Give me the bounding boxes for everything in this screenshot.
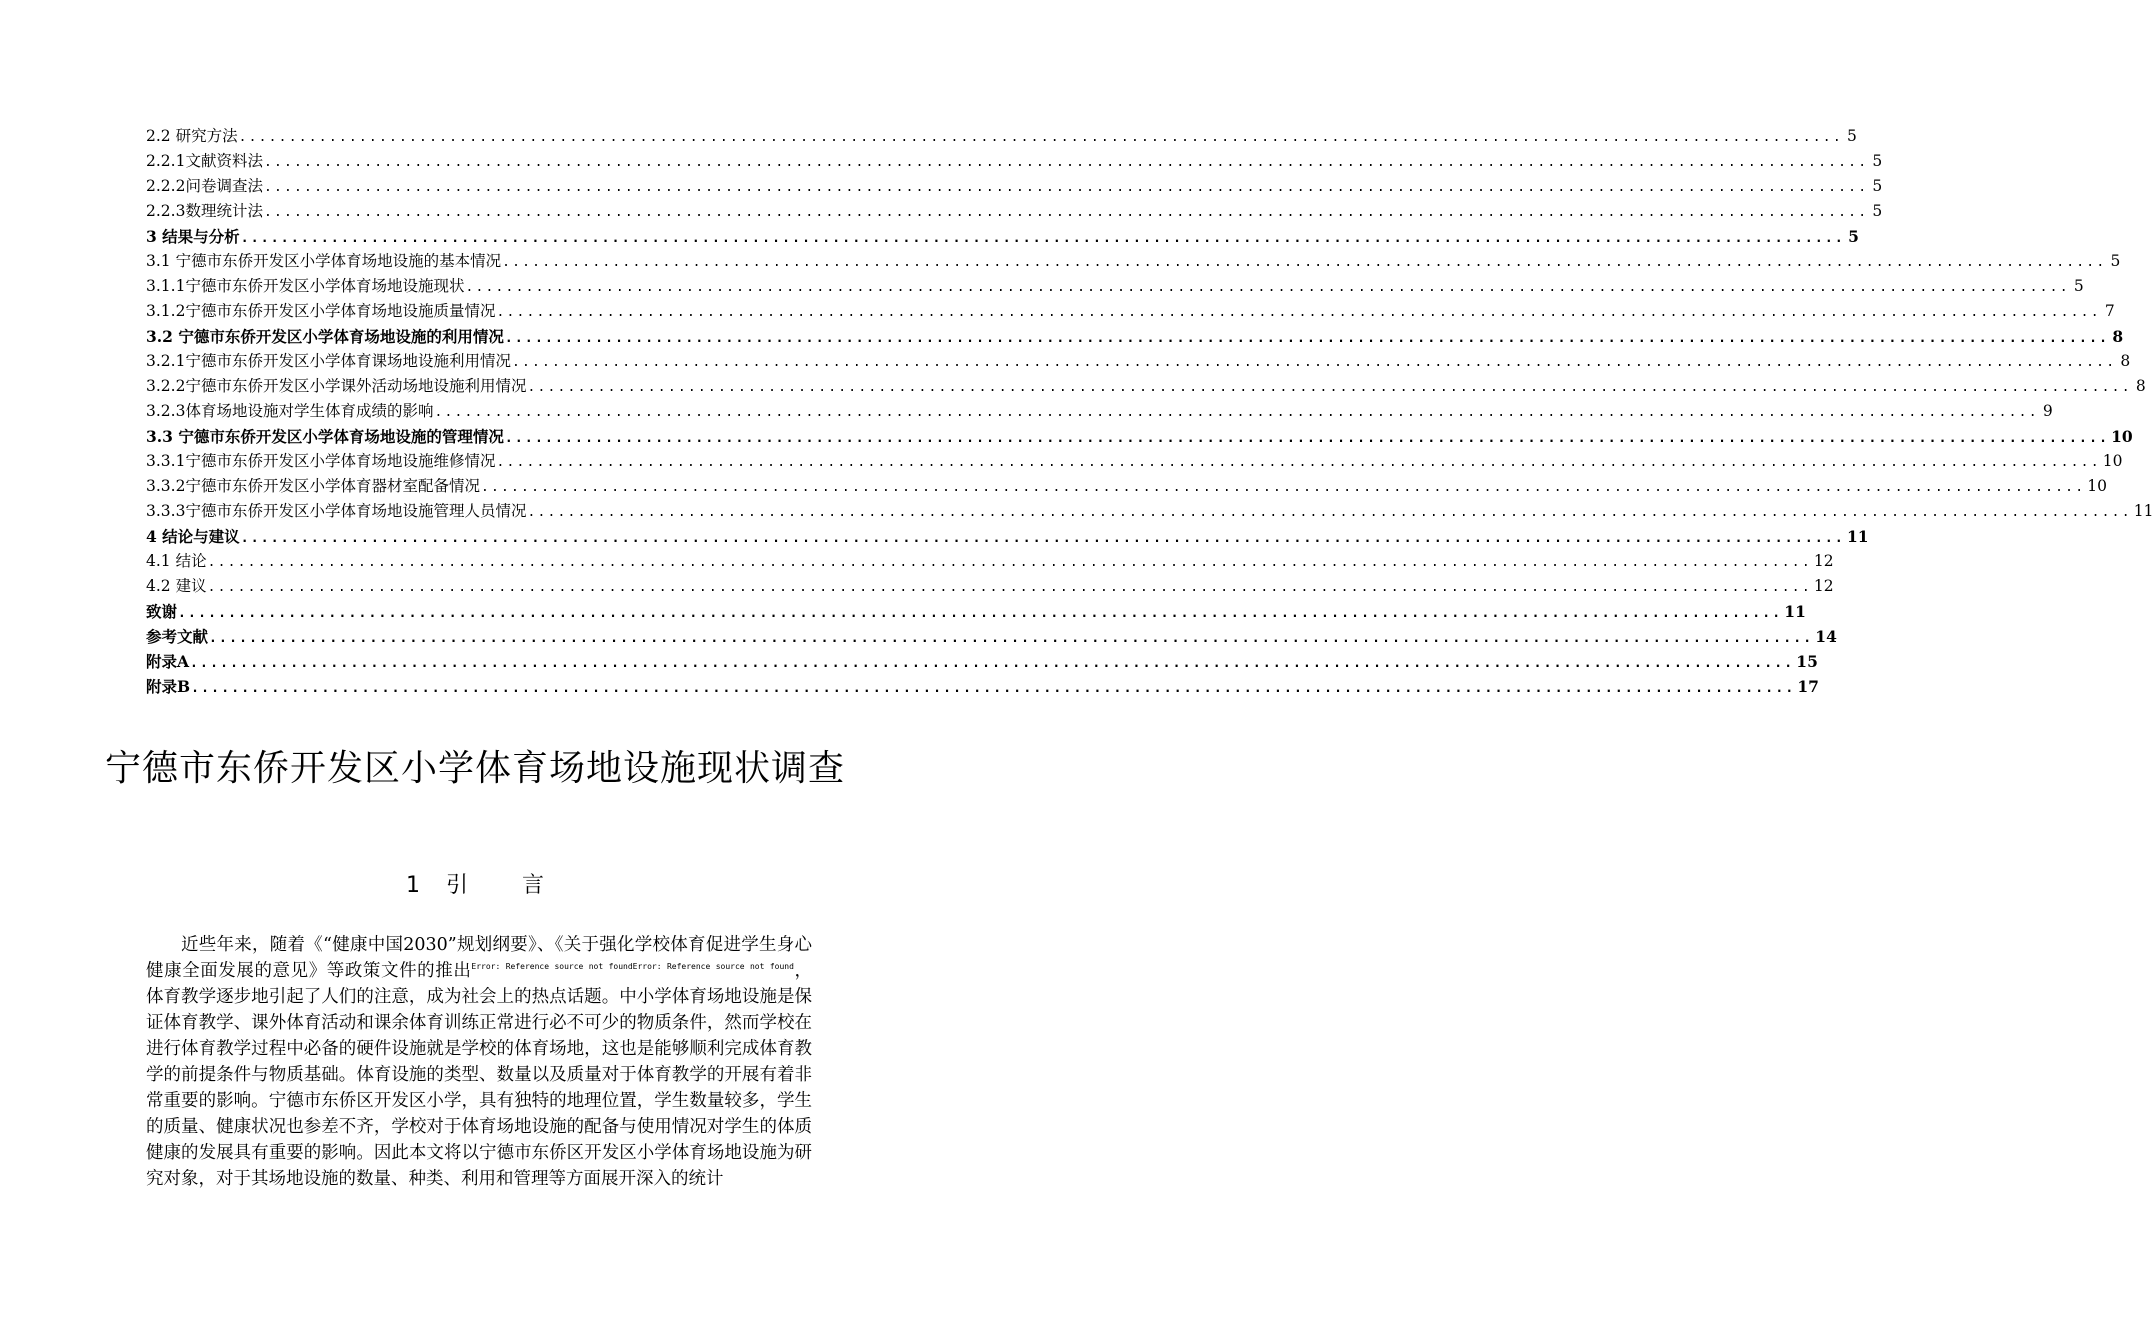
toc-entry-title: 参考文献 [146, 627, 209, 646]
toc-entry-title: 2.2 研究方法 [146, 127, 238, 145]
paragraph-rest: ，体育教学逐步地引起了人们的注意，成为社会上的热点话题。中小学体育场地设施是保证体育教学、课外体育活动和课余体育训练正常进行必不可少的物质条件，然而学校在进行体育教学过程中必备的硬件设施就是学校的体育场地，这也是能够顺利完成体育教学的前提条件与物质基础。体育设施的类型、数量以及质量对于体育教学的开展有着非常重要的影响。宁德市东侨区开发区小学，具有独特的地理位置，学生数量较多，学生的质量、健康状况也参差不齐，学校对于体育场地设施的配备与使用情况对学生的体质健康的发展具有重要的影响。因此本文将以宁德市东侨区开发区小学体育场地设施为研究对象，对于其场地设施的数量、种类、利用和管理等方面展开深入的统计 [146, 961, 812, 1189]
toc-leader-dots: ................................................................................................................................................................ [238, 130, 1843, 145]
toc-entry-page: 8 [2135, 377, 2146, 395]
toc-entry[interactable] [146, 524, 1869, 549]
toc-entry-page: 8 [2112, 327, 2124, 346]
toc-entry-title: 4.1 结论 [146, 552, 207, 570]
toc-entry[interactable] [146, 474, 2107, 499]
toc-entry-page: 11 [2133, 502, 2153, 520]
toc-entry-title: 3.3.2宁德市东侨开发区小学体育器材室配备情况 [146, 477, 480, 495]
reference-error-note: Error: Reference source not foundError: Reference source not found [471, 962, 794, 972]
toc-entry-page: 5 [2073, 277, 2084, 295]
toc-leader-dots: ................................................................................................................................................................ [240, 231, 1845, 246]
toc-entry-page: 14 [1815, 627, 1837, 646]
toc-entry[interactable] [146, 174, 1883, 199]
toc-entry-title: 3.3.1宁德市东侨开发区小学体育场地设施维修情况 [146, 452, 496, 470]
toc-entry-page: 5 [1846, 127, 1857, 145]
section-title-part2: 言 [522, 873, 545, 898]
toc-leader-dots: ................................................................................................................................................................ [209, 631, 1814, 646]
section-title-part1: 引 [445, 873, 468, 898]
toc-entry-page: 8 [2120, 352, 2131, 370]
toc-leader-dots: ................................................................................................................................................................ [527, 505, 2132, 520]
toc-entry-page: 5 [1848, 227, 1859, 246]
toc-leader-dots: ................................................................................................................................................................ [527, 380, 2132, 395]
toc-entry-title: 3.2.3体育场地设施对学生体育成绩的影响 [146, 402, 434, 420]
toc-entry-title: 2.2.1文献资料法 [146, 152, 263, 170]
toc-leader-dots: ................................................................................................................................................................ [480, 480, 2086, 495]
intro-paragraph [146, 932, 812, 1192]
toc-entry-page: 5 [1872, 202, 1883, 220]
toc-entry[interactable] [146, 199, 1883, 224]
toc-leader-dots: ................................................................................................................................................................ [207, 555, 1812, 570]
toc-leader-dots: ................................................................................................................................................................ [178, 606, 1783, 621]
toc-entry-page: 11 [1784, 602, 1806, 621]
toc-entry-title: 2.2.3数理统计法 [146, 202, 263, 220]
toc-entry-title: 3.2 宁德市东侨开发区小学体育场地设施的利用情况 [146, 327, 504, 346]
toc-leader-dots: ................................................................................................................................................................ [191, 681, 1796, 696]
toc-entry-page: 7 [2104, 302, 2115, 320]
toc-leader-dots: ................................................................................................................................................................ [263, 205, 1869, 220]
toc-entry[interactable] [146, 299, 2115, 324]
toc-entry-title: 致谢 [146, 602, 178, 621]
toc-entry[interactable] [146, 149, 1883, 174]
toc-leader-dots: ................................................................................................................................................................ [496, 305, 2101, 320]
toc-leader-dots: ................................................................................................................................................................ [511, 355, 2117, 370]
toc-entry-page: 12 [1813, 577, 1834, 595]
toc-leader-dots: ................................................................................................................................................................ [502, 255, 2107, 270]
toc-entry[interactable] [146, 599, 1806, 624]
toc-entry-page: 10 [2111, 427, 2133, 446]
toc-entry[interactable] [146, 124, 1857, 149]
toc-entry-title: 附录B [146, 677, 191, 696]
toc-entry-page: 5 [1872, 177, 1883, 195]
toc-entry-title: 2.2.2问卷调查法 [146, 177, 263, 195]
toc-entry-title: 附录A [146, 652, 190, 671]
toc-leader-dots: ................................................................................................................................................................ [504, 331, 2110, 346]
toc-leader-dots: ................................................................................................................................................................ [504, 431, 2110, 446]
toc-entry[interactable] [146, 349, 2131, 374]
toc-leader-dots: ................................................................................................................................................................ [190, 656, 1795, 671]
toc-entry-page: 17 [1797, 677, 1819, 696]
toc-entry-title: 3.2.1宁德市东侨开发区小学体育课场地设施利用情况 [146, 352, 511, 370]
toc-entry-title: 3 结果与分析 [146, 227, 240, 246]
table-of-contents [146, 124, 2153, 699]
toc-entry[interactable] [146, 274, 2084, 299]
toc-leader-dots: ................................................................................................................................................................ [207, 580, 1812, 595]
toc-entry-page: 12 [1813, 552, 1834, 570]
toc-entry-page: 5 [1872, 152, 1883, 170]
toc-entry[interactable] [146, 424, 2133, 449]
toc-entry[interactable] [146, 399, 2053, 424]
section-number: 1 [405, 873, 420, 898]
toc-entry-title: 3.3 宁德市东侨开发区小学体育场地设施的管理情况 [146, 427, 504, 446]
section-heading [100, 870, 850, 902]
toc-entry-title: 3.3.3宁德市东侨开发区小学体育场地设施管理人员情况 [146, 502, 527, 520]
toc-entry[interactable] [146, 249, 2121, 274]
toc-entry-title: 3.1 宁德市东侨开发区小学体育场地设施的基本情况 [146, 252, 502, 270]
toc-leader-dots: ................................................................................................................................................................ [240, 531, 1845, 546]
toc-entry-title: 4.2 建议 [146, 577, 207, 595]
toc-leader-dots: ................................................................................................................................................................ [263, 180, 1869, 195]
toc-entry[interactable] [146, 624, 1837, 649]
toc-entry[interactable] [146, 499, 2153, 524]
toc-entry[interactable] [146, 574, 1834, 599]
toc-leader-dots: ................................................................................................................................................................ [465, 280, 2070, 295]
document-title: 宁德市东侨开发区小学体育场地设施现状调查 [104, 748, 845, 789]
toc-entry-page: 10 [2087, 477, 2107, 495]
toc-entry-title: 3.1.2宁德市东侨开发区小学体育场地设施质量情况 [146, 302, 496, 320]
toc-entry-page: 11 [1846, 527, 1869, 546]
toc-entry-page: 15 [1796, 652, 1818, 671]
paragraph-start: 近些年来，随着《“健康中国2030”规划纲要》、《关于强化学校体育促进学生身心健康全面发展的意见》等政策文件的推出 [146, 935, 812, 981]
toc-entry[interactable] [146, 224, 1859, 249]
toc-entry-page: 9 [2042, 402, 2053, 420]
toc-entry[interactable] [146, 674, 1819, 699]
toc-entry-title: 4 结论与建议 [146, 527, 240, 546]
toc-leader-dots: ................................................................................................................................................................ [263, 155, 1869, 170]
toc-entry[interactable] [146, 549, 1834, 574]
toc-entry-title: 3.2.2宁德市东侨开发区小学课外活动场地设施利用情况 [146, 377, 527, 395]
toc-entry-page: 10 [2102, 452, 2123, 470]
toc-entry[interactable] [146, 449, 2123, 474]
toc-leader-dots: ................................................................................................................................................................ [496, 455, 2101, 470]
body-text [146, 932, 812, 1192]
toc-entry[interactable] [146, 374, 2146, 399]
toc-entry[interactable] [146, 324, 2124, 349]
toc-entry[interactable] [146, 649, 1818, 674]
toc-entry-page: 5 [2110, 252, 2121, 270]
toc-entry-title: 3.1.1宁德市东侨开发区小学体育场地设施现状 [146, 277, 465, 295]
toc-leader-dots: ................................................................................................................................................................ [434, 405, 2039, 420]
